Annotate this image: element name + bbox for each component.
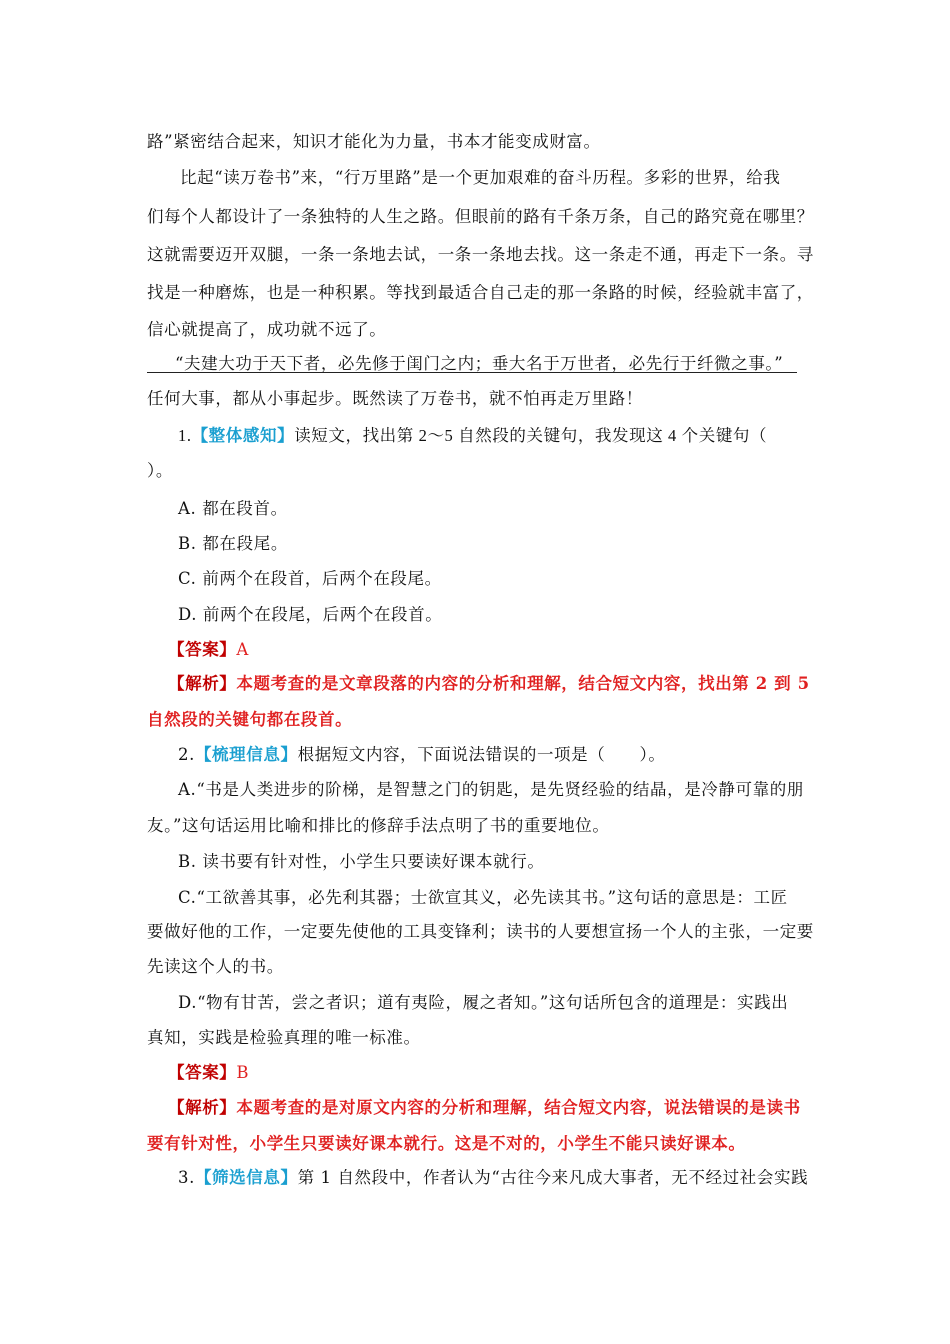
q1-analysis-label: 【解析】: [168, 674, 237, 693]
conclusion-line: 任何大事，都从小事起步。既然读了万卷书，就不怕再走万里路！: [147, 389, 643, 408]
q2-option-d: D.“物有甘苦，尝之者识；道有夷险，履之者知。”这句话所包含的道理是：实践出: [178, 993, 789, 1012]
q1-option-a: A. 都在段首。: [178, 499, 288, 518]
quote-line: “夫建大功于天下者，必先修于闺门之内；垂大名于万世者，必先行于纤微之事。”: [175, 354, 784, 373]
q2-number: 2.: [178, 745, 195, 764]
q2-option-a: A.“书是人类进步的阶梯，是智慧之门的钥匙，是先贤经验的结晶，是冷静可靠的朋: [178, 780, 804, 799]
q1-analysis-text: 本题考查的是文章段落的内容的分析和理解，结合短文内容，找出第 2 到 5: [236, 674, 810, 693]
q1-number: 1.: [178, 426, 192, 445]
q2-analysis: [168, 1094, 828, 1118]
q1-answer-label: 【答案】: [168, 640, 237, 659]
q2-answer: [168, 1059, 828, 1083]
passage-line: 路”紧密结合起来，知识才能化为力量，书本才能变成财富。: [147, 132, 601, 151]
q1-answer-value: A: [236, 640, 249, 659]
q2-option-a-cont: 友。”这句话运用比喻和排比的修辞手法点明了书的重要地位。: [147, 816, 610, 835]
q1-tag: 【整体感知】: [191, 426, 295, 445]
q1-analysis-cont: 自然段的关键句都在段首。: [147, 710, 353, 729]
q2-option-d-cont: 真知，实践是检验真理的唯一标准。: [147, 1028, 421, 1047]
q2-option-b: B. 读书要有针对性，小学生只要读好课本就行。: [178, 852, 545, 871]
q2-answer-label: 【答案】: [168, 1063, 237, 1082]
question-2: [178, 741, 838, 765]
passage-line: 们每个人都设计了一条独特的人生之路。但眼前的路有千条万条，自己的路究竟在哪里？: [147, 207, 814, 226]
q2-analysis-label: 【解析】: [168, 1098, 237, 1117]
q1-option-c: C. 前两个在段首，后两个在段尾。: [178, 569, 442, 588]
q2-option-c: C.“工欲善其事，必先利其器；士欲宣其义，必先读其书。”这句话的意思是：工匠: [178, 888, 788, 907]
question-1: [178, 422, 838, 446]
q1-option-d: D. 前两个在段尾，后两个在段首。: [178, 605, 443, 624]
q2-option-c-cont: 要做好他的工作，一定要先使他的工具变锋利；读书的人要想宣扬一个人的主张，一定要: [147, 922, 814, 941]
q2-stem: 根据短文内容，下面说法错误的一项是（ ）。: [297, 745, 666, 764]
q1-stem-cont: ）。: [147, 461, 173, 480]
q1-stem: 读短文，找出第 2～5 自然段的关键句，我发现这 4 个关键句（: [294, 426, 768, 445]
passage-line: 找是一种磨炼，也是一种积累。等找到最适合自己走的那一条路的时候，经验就丰富了，: [147, 283, 814, 302]
quote-underline: [147, 372, 797, 373]
q2-option-c-cont: 先读这个人的书。: [147, 957, 284, 976]
q2-analysis-text: 本题考查的是对原文内容的分析和理解，结合短文内容，说法错误的是读书: [236, 1098, 801, 1117]
passage-line: 信心就提高了，成功就不远了。: [147, 320, 387, 339]
passage-line: 比起“读万卷书”来，“行万里路”是一个更加艰难的奋斗历程。多彩的世界，给我: [180, 168, 781, 187]
question-3: [178, 1164, 838, 1188]
q2-answer-value: B: [236, 1063, 250, 1082]
q1-analysis: [168, 670, 828, 694]
q1-answer: [168, 636, 828, 660]
q3-number: 3.: [178, 1168, 195, 1187]
q3-stem: 第 1 自然段中，作者认为“古往今来凡成大事者，无不经过社会实践: [297, 1168, 809, 1187]
q2-tag: 【梳理信息】: [194, 745, 298, 764]
q2-analysis-cont: 要有针对性，小学生只要读好课本就行。这是不对的，小学生不能只读好课本。: [147, 1134, 746, 1153]
passage-line: 这就需要迈开双腿，一条一条地去试，一条一条地去找。这一条走不通，再走下一条。寻: [147, 245, 814, 264]
q3-tag: 【筛选信息】: [194, 1168, 298, 1187]
q1-option-b: B. 都在段尾。: [178, 534, 288, 553]
